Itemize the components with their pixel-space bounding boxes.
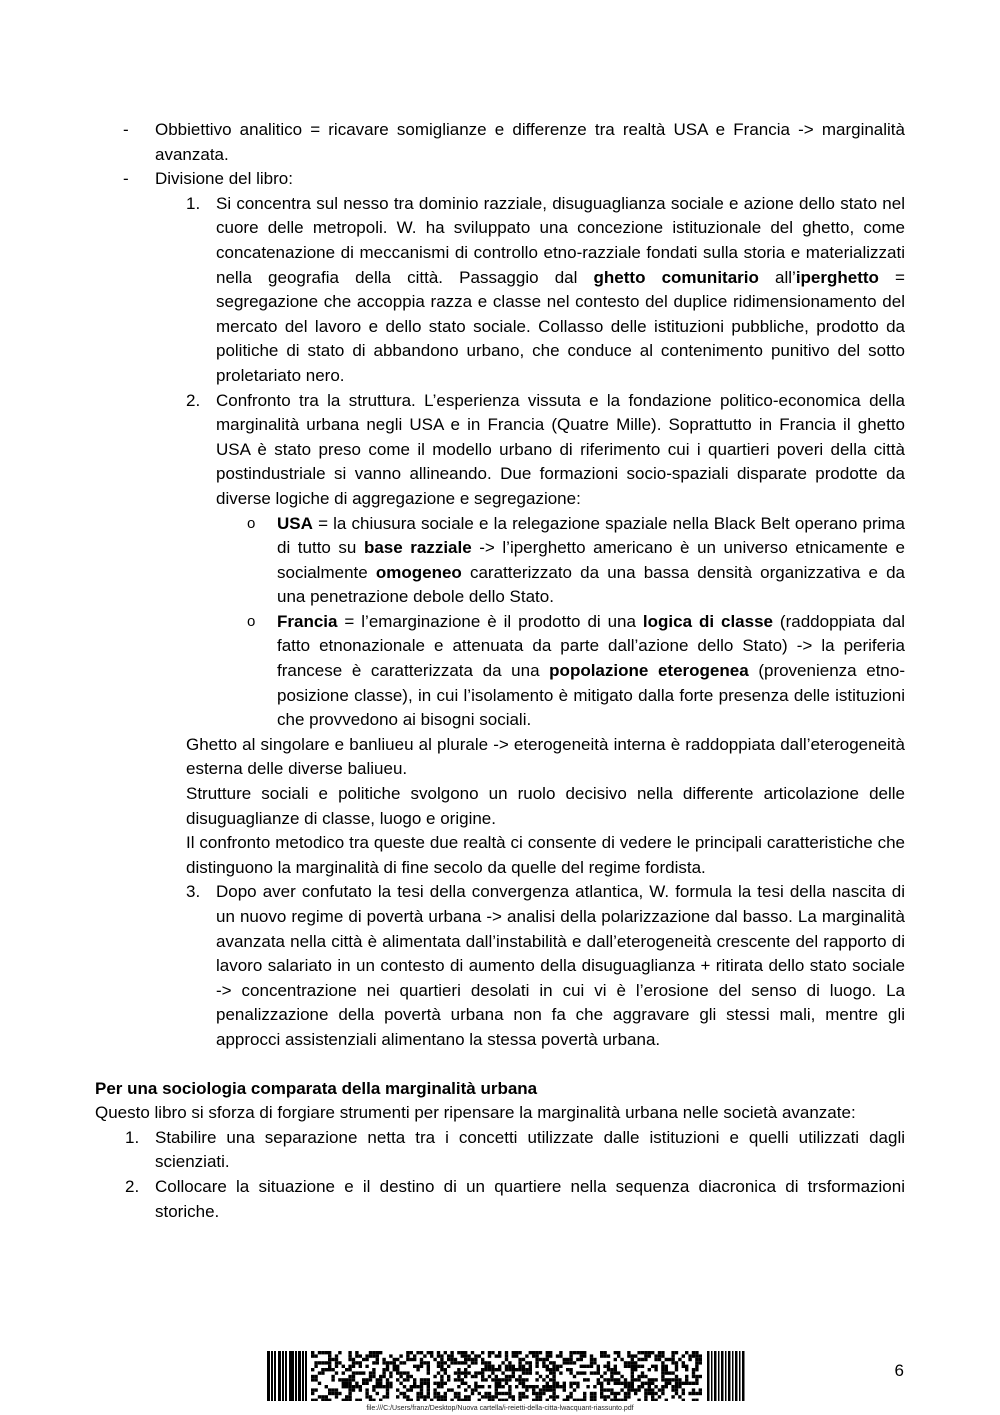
bold-term: omogeneo xyxy=(375,562,462,582)
list-marker: 3. xyxy=(186,882,201,902)
bold-term: USA xyxy=(277,513,313,533)
text-run: (provenienza etno-posizione classe), in cui l’isolamento è mitigato dalla forte presenza delle istituzioni che provvedono ai bisogni sociali. xyxy=(277,661,905,730)
section-list-item xyxy=(95,1175,905,1224)
list-marker: 1. xyxy=(186,193,201,213)
file-path-footer: file:///C:/Users/franz/Desktop/Nuova cartella/i-reietti-della-citta-lwacquant-riassunto.pdf xyxy=(366,1405,634,1412)
paragraph: Strutture sociali e politiche svolgono un ruolo decisivo nella differente articolazione delle disuguaglianze di classe, luogo e origine. xyxy=(186,784,905,828)
list-item xyxy=(95,118,905,167)
text-run: (raddoppiata dal fatto etnonazionale e attenuata da parte dall’azione dello Stato) -> la periferia francese è caratterizzata da una xyxy=(277,611,906,681)
page-number: 6 xyxy=(894,1361,904,1380)
section-list-item xyxy=(95,1126,905,1175)
bold-term: popolazione eterogenea xyxy=(549,661,749,681)
list-marker: - xyxy=(123,169,129,189)
list-marker: 1. xyxy=(125,1127,140,1147)
page-content xyxy=(95,118,905,1224)
list-text: Stabilire una separazione netta tra i concetti utilizzate dalle istituzioni e quelli utilizzati dagli scienziati. xyxy=(155,1127,905,1172)
numbered-item-3 xyxy=(95,880,905,1052)
text-run: = la chiusura sociale e la relegazione spaziale nella Black Belt operano prima di tutto su xyxy=(277,513,905,558)
list-marker: 2. xyxy=(125,1176,140,1196)
text-run: = l’emarginazione è il prodotto di una xyxy=(337,611,643,631)
list-text: Obbiettivo analitico = ricavare somiglianze e differenze tra realtà USA e Francia -> marginalità avanzata. xyxy=(155,120,905,164)
bold-term: ghetto comunitario xyxy=(593,267,759,287)
section-intro: Questo libro si sforza di forgiare strumenti per ripensare la marginalità urbana nelle società avanzate: xyxy=(95,1103,856,1123)
bullet-marker: o xyxy=(247,612,256,630)
bullet-marker: o xyxy=(247,514,256,532)
text-run: Si concentra sul nesso tra dominio razziale, disuguaglianza sociale e azione dello stato nel cuore delle metropoli. W. ha sviluppato una concezione istituzionale del ghetto, come concatenazione di meccanismi di controllo etno-razziale fondati sulla storia e materializzati nella geografia della città. Passaggio dal xyxy=(216,193,905,287)
bold-term: logica di classe xyxy=(642,611,773,631)
list-marker: 2. xyxy=(186,390,201,410)
text-run: caratterizzato da una bassa densità organizzativa e da una penetrazione debole dello Stato. xyxy=(277,562,905,607)
text-run: = segregazione che accoppia razza e classe nel contesto del duplice ridimensionamento del mercato del lavoro e dello stato sociale. Collasso delle istituzioni pubbliche, prodotto da politiche di stato di abbandono urbano, che conduce al contenimento punitivo del sotto proletariato nero. xyxy=(216,267,905,385)
list-item xyxy=(95,167,905,192)
bold-term: base razziale xyxy=(363,538,472,558)
sub-item-francia xyxy=(95,610,905,733)
list-text: Dopo aver confutato la tesi della convergenza atlantica, W. formula la tesi della nascita di un nuovo regime di povertà urbana -> analisi della polarizzazione dal basso. La marginalità avanzata nella città è alimentata dall’instabilità e dall’eterogeneità crescente del rapporto di lavoro salariato in un contesto di aumento della disuguaglianza + ritirata dello stato sociale -> concentrazione nei quartieri desolati in cui vi è l’erosione del senso di luogo. La penalizzazione della povertà urbana non fa che aggravare gli stessi mali, mentre gli approcci assistenziali alimentano la stessa povertà urbana. xyxy=(216,882,905,1049)
list-text: Divisione del libro: xyxy=(155,169,293,189)
bold-term: Francia xyxy=(277,611,338,631)
list-text: Collocare la situazione e il destino di un quartiere nella sequenza diacronica di trsformazioni storiche. xyxy=(155,1176,905,1221)
text-run: all’ xyxy=(758,267,796,287)
bold-term: iperghetto xyxy=(795,267,879,287)
sub-item-usa xyxy=(95,512,905,610)
paragraph: Ghetto al singolare e banliueu al plurale -> eterogeneità interna è raddoppiata dall’eterogeneità esterna delle diverse baliueu. xyxy=(186,734,905,779)
numbered-item-2 xyxy=(95,389,905,512)
barcode-image xyxy=(267,1351,745,1401)
paragraph: Il confronto metodico tra queste due realtà ci consente di vedere le principali caratteristiche che distinguono la marginalità di fine secolo da quelle del regime fordista. xyxy=(186,833,905,877)
list-text: Confronto tra la struttura. L’esperienza vissuta e la fondazione politico-economica della marginalità urbana negli USA e in Francia (Quatre Mille). Soprattutto in Francia il ghetto USA è stato preso come il modello urbano di riferimento cui i quartieri poveri della città postindustriale si vanno allineando. Due formazioni socio-spaziali disparate prodotte da diverse logiche di aggregazione e segregazione: xyxy=(216,390,905,508)
list-marker: - xyxy=(123,120,129,139)
text-run: -> l’iperghetto americano è un universo etnicamente e socialmente xyxy=(277,538,905,582)
section-heading: Per una sociologia comparata della marginalità urbana xyxy=(95,1078,538,1098)
numbered-item-1 xyxy=(95,192,905,389)
